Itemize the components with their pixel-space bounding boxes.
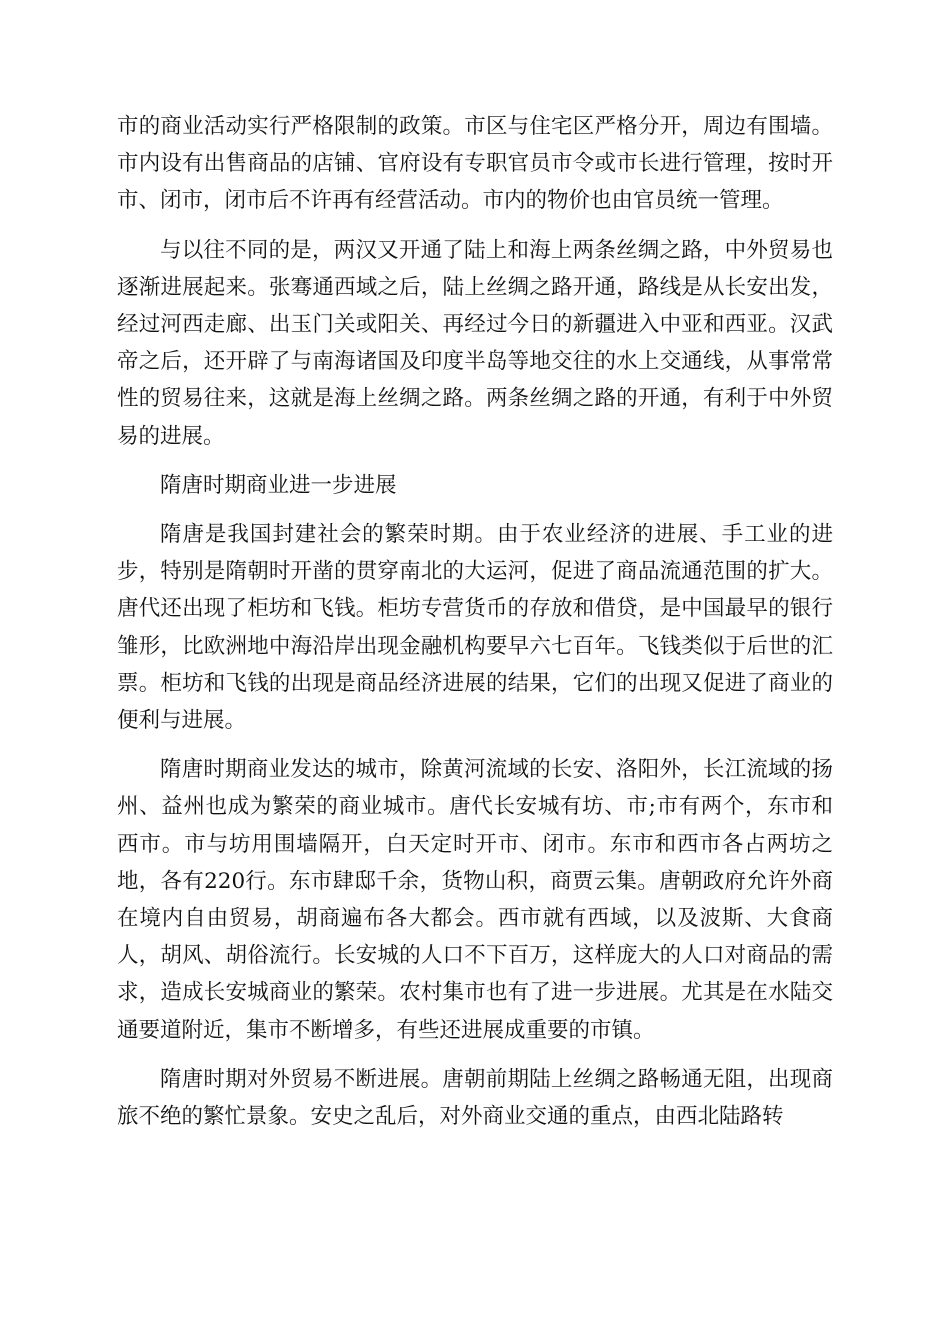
- paragraph-foreign-trade: 隋唐时期对外贸易不断进展。唐朝前期陆上丝绸之路畅通无阻，出现商旅不绝的繁忙景象。安史之乱后，对外商业交通的重点，由西北陆路转: [117, 1066, 833, 1130]
- document-body: [117, 108, 833, 1147]
- paragraph-city-market-policy: 市的商业活动实行严格限制的政策。市区与住宅区严格分开，周边有围墙。市内设有出售商品的店铺、官府设有专职官员市令或市长进行管理，按时开市、闭市，闭市后不许再有经营活动。市内的物价也由官员统一管理。: [117, 114, 833, 214]
- section-heading-sui-tang: 隋唐时期商业进一步进展: [160, 472, 397, 498]
- paragraph-sui-tang-cities: 隋唐时期商业发达的城市，除黄河流域的长安、洛阳外，长江流域的扬州、益州也成为繁荣的商业城市。唐代长安城有坊、市;市有两个，东市和西市。市与坊用围墙隔开，白天定时开市、闭市。东市和西市各占两坊之地，各有220行。东市肆邸千余，货物山积，商贾云集。唐朝政府允许外商在境内自由贸易，胡商遍布各大都会。西市就有西域，以及波斯、大食商人，胡风、胡俗流行。长安城的人口不下百万，这样庞大的人口对商品的需求，造成长安城商业的繁荣。农村集市也有了进一步进展。尤其是在水陆交通要道附近，集市不断增多，有些还进展成重要的市镇。: [117, 757, 833, 1043]
- paragraph-sui-tang-prosperity: 隋唐是我国封建社会的繁荣时期。由于农业经济的进展、手工业的进步，特别是隋朝时开凿的贯穿南北的大运河，促进了商品流通范围的扩大。唐代还出现了柜坊和飞钱。柜坊专营货币的存放和借贷，是中国最早的银行雏形，比欧洲地中海沿岸出现金融机构要早六七百年。飞钱类似于后世的汇票。柜坊和飞钱的出现是商品经济进展的结果，它们的出现又促进了商业的便利与进展。: [117, 522, 833, 734]
- paragraph-silk-roads: 与以往不同的是，两汉又开通了陆上和海上两条丝绸之路，中外贸易也逐渐进展起来。张骞通西域之后，陆上丝绸之路开通，路线是从长安出发，经过河西走廊、出玉门关或阳关、再经过今日的新疆进入中亚和西亚。汉武帝之后，还开辟了与南海诸国及印度半岛等地交往的水上交通线，从事常常性的贸易往来，这就是海上丝绸之路。两条丝绸之路的开通，有利于中外贸易的进展。: [117, 237, 833, 449]
